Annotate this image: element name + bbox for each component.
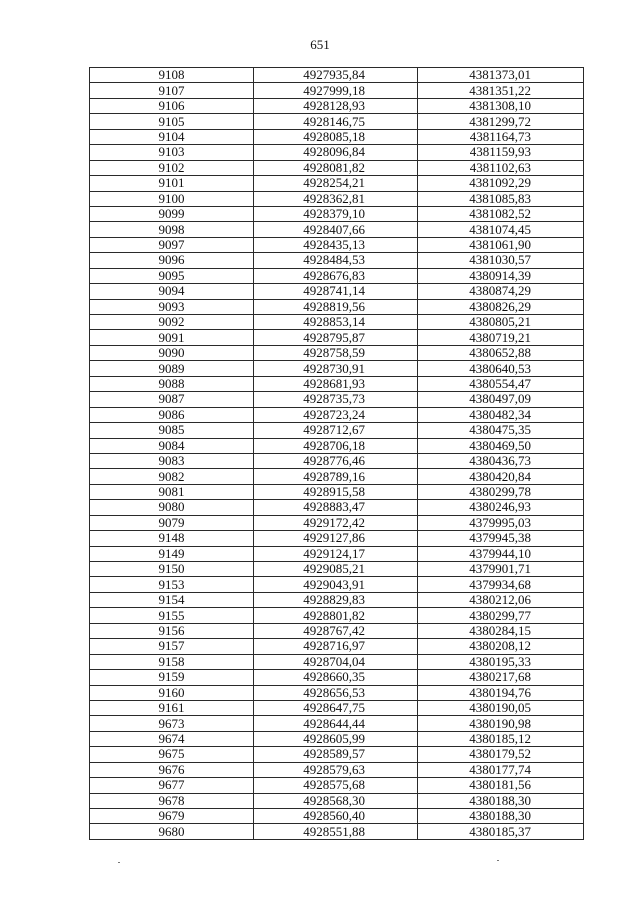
y-coordinate-cell: 4381299,72 bbox=[418, 114, 584, 129]
table-row bbox=[90, 191, 584, 206]
y-coordinate-cell: 4380179,52 bbox=[418, 747, 584, 762]
y-coordinate-cell: 4380469,50 bbox=[418, 438, 584, 453]
x-coordinate-cell: 4928915,58 bbox=[254, 484, 418, 499]
y-coordinate-cell: 4381030,57 bbox=[418, 253, 584, 268]
y-coordinate-cell: 4380497,09 bbox=[418, 392, 584, 407]
table-row bbox=[90, 546, 584, 561]
table-row bbox=[90, 68, 584, 83]
y-coordinate-cell: 4380805,21 bbox=[418, 315, 584, 330]
y-coordinate-cell: 4381308,10 bbox=[418, 98, 584, 113]
point-number-cell: 9674 bbox=[90, 731, 254, 746]
point-number-cell: 9085 bbox=[90, 423, 254, 438]
y-coordinate-cell: 4381082,52 bbox=[418, 206, 584, 221]
x-coordinate-cell: 4928644,44 bbox=[254, 716, 418, 731]
point-number-cell: 9105 bbox=[90, 114, 254, 129]
y-coordinate-cell: 4381092,29 bbox=[418, 176, 584, 191]
point-number-cell: 9089 bbox=[90, 361, 254, 376]
point-number-cell: 9107 bbox=[90, 83, 254, 98]
x-coordinate-cell: 4929124,17 bbox=[254, 546, 418, 561]
table-row bbox=[90, 809, 584, 824]
y-coordinate-cell: 4380719,21 bbox=[418, 330, 584, 345]
x-coordinate-cell: 4928735,73 bbox=[254, 392, 418, 407]
point-number-cell: 9104 bbox=[90, 129, 254, 144]
x-coordinate-cell: 4928560,40 bbox=[254, 809, 418, 824]
x-coordinate-cell: 4929043,91 bbox=[254, 577, 418, 592]
point-number-cell: 9091 bbox=[90, 330, 254, 345]
point-number-cell: 9092 bbox=[90, 315, 254, 330]
point-number-cell: 9148 bbox=[90, 531, 254, 546]
point-number-cell: 9100 bbox=[90, 191, 254, 206]
x-coordinate-cell: 4928407,66 bbox=[254, 222, 418, 237]
table-row bbox=[90, 361, 584, 376]
table-row bbox=[90, 407, 584, 422]
point-number-cell: 9159 bbox=[90, 670, 254, 685]
y-coordinate-cell: 4381159,93 bbox=[418, 145, 584, 160]
y-coordinate-cell: 4380188,30 bbox=[418, 809, 584, 824]
y-coordinate-cell: 4380246,93 bbox=[418, 500, 584, 515]
table-row bbox=[90, 685, 584, 700]
x-coordinate-cell: 4928656,53 bbox=[254, 685, 418, 700]
y-coordinate-cell: 4379995,03 bbox=[418, 515, 584, 530]
table-row bbox=[90, 608, 584, 623]
x-coordinate-cell: 4928081,82 bbox=[254, 160, 418, 175]
y-coordinate-cell: 4381085,83 bbox=[418, 191, 584, 206]
coordinates-table bbox=[89, 67, 584, 840]
table-row bbox=[90, 268, 584, 283]
y-coordinate-cell: 4380208,12 bbox=[418, 639, 584, 654]
point-number-cell: 9081 bbox=[90, 484, 254, 499]
point-number-cell: 9099 bbox=[90, 206, 254, 221]
point-number-cell: 9680 bbox=[90, 824, 254, 839]
point-number-cell: 9150 bbox=[90, 562, 254, 577]
scan-speck bbox=[497, 860, 499, 861]
point-number-cell: 9679 bbox=[90, 809, 254, 824]
y-coordinate-cell: 4379934,68 bbox=[418, 577, 584, 592]
point-number-cell: 9079 bbox=[90, 515, 254, 530]
point-number-cell: 9088 bbox=[90, 376, 254, 391]
x-coordinate-cell: 4928706,18 bbox=[254, 438, 418, 453]
point-number-cell: 9157 bbox=[90, 639, 254, 654]
point-number-cell: 9096 bbox=[90, 253, 254, 268]
coordinates-table-body bbox=[90, 68, 584, 840]
y-coordinate-cell: 4380284,15 bbox=[418, 623, 584, 638]
point-number-cell: 9154 bbox=[90, 592, 254, 607]
point-number-cell: 9678 bbox=[90, 793, 254, 808]
y-coordinate-cell: 4380482,34 bbox=[418, 407, 584, 422]
x-coordinate-cell: 4928795,87 bbox=[254, 330, 418, 345]
x-coordinate-cell: 4928660,35 bbox=[254, 670, 418, 685]
x-coordinate-cell: 4927935,84 bbox=[254, 68, 418, 83]
x-coordinate-cell: 4928829,83 bbox=[254, 592, 418, 607]
x-coordinate-cell: 4928362,81 bbox=[254, 191, 418, 206]
table-row bbox=[90, 176, 584, 191]
point-number-cell: 9156 bbox=[90, 623, 254, 638]
table-row bbox=[90, 670, 584, 685]
table-row bbox=[90, 114, 584, 129]
x-coordinate-cell: 4928883,47 bbox=[254, 500, 418, 515]
table-row bbox=[90, 423, 584, 438]
point-number-cell: 9153 bbox=[90, 577, 254, 592]
table-row bbox=[90, 824, 584, 839]
table-row bbox=[90, 315, 584, 330]
y-coordinate-cell: 4381164,73 bbox=[418, 129, 584, 144]
x-coordinate-cell: 4928146,75 bbox=[254, 114, 418, 129]
y-coordinate-cell: 4380185,12 bbox=[418, 731, 584, 746]
table-row bbox=[90, 284, 584, 299]
y-coordinate-cell: 4379945,38 bbox=[418, 531, 584, 546]
x-coordinate-cell: 4928589,57 bbox=[254, 747, 418, 762]
table-row bbox=[90, 237, 584, 252]
point-number-cell: 9149 bbox=[90, 546, 254, 561]
point-number-cell: 9101 bbox=[90, 176, 254, 191]
x-coordinate-cell: 4928579,63 bbox=[254, 762, 418, 777]
y-coordinate-cell: 4380190,05 bbox=[418, 700, 584, 715]
y-coordinate-cell: 4381074,45 bbox=[418, 222, 584, 237]
x-coordinate-cell: 4928605,99 bbox=[254, 731, 418, 746]
y-coordinate-cell: 4380436,73 bbox=[418, 453, 584, 468]
x-coordinate-cell: 4928819,56 bbox=[254, 299, 418, 314]
y-coordinate-cell: 4380185,37 bbox=[418, 824, 584, 839]
point-number-cell: 9676 bbox=[90, 762, 254, 777]
x-coordinate-cell: 4928776,46 bbox=[254, 453, 418, 468]
table-row bbox=[90, 716, 584, 731]
table-row bbox=[90, 515, 584, 530]
x-coordinate-cell: 4928853,14 bbox=[254, 315, 418, 330]
x-coordinate-cell: 4928681,93 bbox=[254, 376, 418, 391]
x-coordinate-cell: 4928716,97 bbox=[254, 639, 418, 654]
table-row bbox=[90, 731, 584, 746]
x-coordinate-cell: 4929085,21 bbox=[254, 562, 418, 577]
table-row bbox=[90, 206, 584, 221]
y-coordinate-cell: 4380188,30 bbox=[418, 793, 584, 808]
table-row bbox=[90, 531, 584, 546]
point-number-cell: 9097 bbox=[90, 237, 254, 252]
point-number-cell: 9160 bbox=[90, 685, 254, 700]
x-coordinate-cell: 4928575,68 bbox=[254, 778, 418, 793]
page-number: 651 bbox=[310, 37, 330, 52]
x-coordinate-cell: 4928741,14 bbox=[254, 284, 418, 299]
table-row bbox=[90, 562, 584, 577]
table-row bbox=[90, 330, 584, 345]
table-row bbox=[90, 747, 584, 762]
y-coordinate-cell: 4379944,10 bbox=[418, 546, 584, 561]
table-row bbox=[90, 299, 584, 314]
table-row bbox=[90, 639, 584, 654]
point-number-cell: 9086 bbox=[90, 407, 254, 422]
y-coordinate-cell: 4380217,68 bbox=[418, 670, 584, 685]
table-row bbox=[90, 484, 584, 499]
point-number-cell: 9106 bbox=[90, 98, 254, 113]
x-coordinate-cell: 4929172,42 bbox=[254, 515, 418, 530]
table-row bbox=[90, 83, 584, 98]
table-row bbox=[90, 98, 584, 113]
point-number-cell: 9095 bbox=[90, 268, 254, 283]
y-coordinate-cell: 4380299,78 bbox=[418, 484, 584, 499]
table-row bbox=[90, 500, 584, 515]
x-coordinate-cell: 4929127,86 bbox=[254, 531, 418, 546]
x-coordinate-cell: 4928758,59 bbox=[254, 345, 418, 360]
table-row bbox=[90, 376, 584, 391]
table-row bbox=[90, 145, 584, 160]
table-row bbox=[90, 129, 584, 144]
x-coordinate-cell: 4928801,82 bbox=[254, 608, 418, 623]
x-coordinate-cell: 4928435,13 bbox=[254, 237, 418, 252]
y-coordinate-cell: 4381061,90 bbox=[418, 237, 584, 252]
point-number-cell: 9093 bbox=[90, 299, 254, 314]
table-row bbox=[90, 577, 584, 592]
table-row bbox=[90, 762, 584, 777]
x-coordinate-cell: 4928723,24 bbox=[254, 407, 418, 422]
point-number-cell: 9677 bbox=[90, 778, 254, 793]
table-row bbox=[90, 700, 584, 715]
table-row bbox=[90, 654, 584, 669]
x-coordinate-cell: 4928676,83 bbox=[254, 268, 418, 283]
x-coordinate-cell: 4928647,75 bbox=[254, 700, 418, 715]
y-coordinate-cell: 4380826,29 bbox=[418, 299, 584, 314]
x-coordinate-cell: 4928254,21 bbox=[254, 176, 418, 191]
y-coordinate-cell: 4380640,53 bbox=[418, 361, 584, 376]
x-coordinate-cell: 4928551,88 bbox=[254, 824, 418, 839]
table-row bbox=[90, 469, 584, 484]
x-coordinate-cell: 4928096,84 bbox=[254, 145, 418, 160]
table-row bbox=[90, 392, 584, 407]
x-coordinate-cell: 4928704,04 bbox=[254, 654, 418, 669]
point-number-cell: 9675 bbox=[90, 747, 254, 762]
point-number-cell: 9108 bbox=[90, 68, 254, 83]
table-row bbox=[90, 438, 584, 453]
y-coordinate-cell: 4381102,63 bbox=[418, 160, 584, 175]
point-number-cell: 9082 bbox=[90, 469, 254, 484]
point-number-cell: 9080 bbox=[90, 500, 254, 515]
point-number-cell: 9094 bbox=[90, 284, 254, 299]
table-row bbox=[90, 253, 584, 268]
y-coordinate-cell: 4380299,77 bbox=[418, 608, 584, 623]
y-coordinate-cell: 4380874,29 bbox=[418, 284, 584, 299]
x-coordinate-cell: 4928712,67 bbox=[254, 423, 418, 438]
x-coordinate-cell: 4928730,91 bbox=[254, 361, 418, 376]
x-coordinate-cell: 4927999,18 bbox=[254, 83, 418, 98]
x-coordinate-cell: 4928568,30 bbox=[254, 793, 418, 808]
point-number-cell: 9090 bbox=[90, 345, 254, 360]
point-number-cell: 9087 bbox=[90, 392, 254, 407]
point-number-cell: 9103 bbox=[90, 145, 254, 160]
y-coordinate-cell: 4380652,88 bbox=[418, 345, 584, 360]
y-coordinate-cell: 4379901,71 bbox=[418, 562, 584, 577]
y-coordinate-cell: 4381373,01 bbox=[418, 68, 584, 83]
point-number-cell: 9673 bbox=[90, 716, 254, 731]
table-row bbox=[90, 222, 584, 237]
table-row bbox=[90, 623, 584, 638]
table-row bbox=[90, 778, 584, 793]
y-coordinate-cell: 4380914,39 bbox=[418, 268, 584, 283]
y-coordinate-cell: 4380212,06 bbox=[418, 592, 584, 607]
y-coordinate-cell: 4380420,84 bbox=[418, 469, 584, 484]
table-row bbox=[90, 160, 584, 175]
y-coordinate-cell: 4380554,47 bbox=[418, 376, 584, 391]
x-coordinate-cell: 4928379,10 bbox=[254, 206, 418, 221]
table-row bbox=[90, 793, 584, 808]
point-number-cell: 9098 bbox=[90, 222, 254, 237]
y-coordinate-cell: 4381351,22 bbox=[418, 83, 584, 98]
x-coordinate-cell: 4928484,53 bbox=[254, 253, 418, 268]
scan-speck bbox=[118, 862, 120, 863]
x-coordinate-cell: 4928128,93 bbox=[254, 98, 418, 113]
y-coordinate-cell: 4380177,74 bbox=[418, 762, 584, 777]
table-row bbox=[90, 453, 584, 468]
table-row bbox=[90, 345, 584, 360]
point-number-cell: 9102 bbox=[90, 160, 254, 175]
y-coordinate-cell: 4380195,33 bbox=[418, 654, 584, 669]
point-number-cell: 9155 bbox=[90, 608, 254, 623]
x-coordinate-cell: 4928767,42 bbox=[254, 623, 418, 638]
point-number-cell: 9083 bbox=[90, 453, 254, 468]
point-number-cell: 9158 bbox=[90, 654, 254, 669]
y-coordinate-cell: 4380475,35 bbox=[418, 423, 584, 438]
y-coordinate-cell: 4380181,56 bbox=[418, 778, 584, 793]
point-number-cell: 9084 bbox=[90, 438, 254, 453]
table-row bbox=[90, 592, 584, 607]
y-coordinate-cell: 4380194,76 bbox=[418, 685, 584, 700]
y-coordinate-cell: 4380190,98 bbox=[418, 716, 584, 731]
x-coordinate-cell: 4928789,16 bbox=[254, 469, 418, 484]
x-coordinate-cell: 4928085,18 bbox=[254, 129, 418, 144]
point-number-cell: 9161 bbox=[90, 700, 254, 715]
